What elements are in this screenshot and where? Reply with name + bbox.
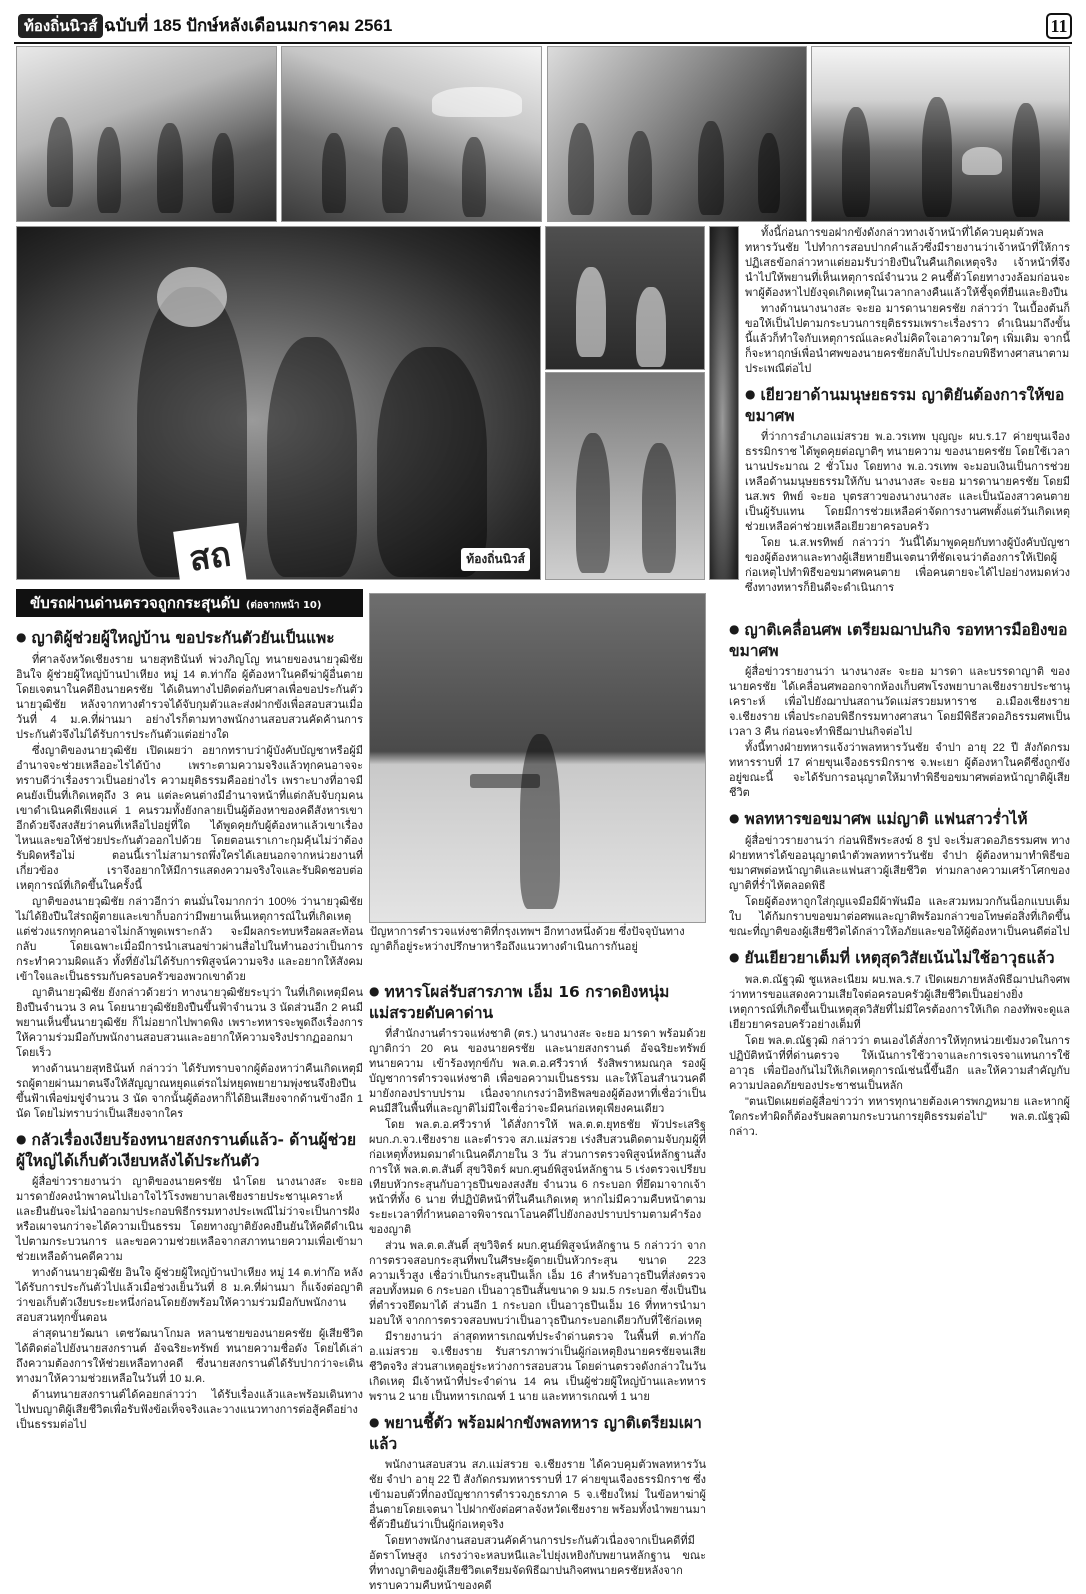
article-headline: ● ญาติเคลื่อนศพ เตรียมฌาปนกิจ รอทหารมือยิงขอขมาศพ [729,620,1070,661]
article-headline: ● พยานชี้ตัว พร้อมฝากขังพลทหาร ญาติเตรียมเผาแล้ว [369,1413,706,1454]
article-paragraph: ส่วน พล.ต.ต.สันติ์ สุขวิจิตร์ ผบก.ศูนย์พิสูจน์หลักฐาน 5 กล่าวว่า จากการตรวจสอบกระสุนที่พบในศีรษะผู้ตายเป็นหัวกระสุน ขนาด 223 ความเร็วสูง เชื่อว่าเป็นกระสุนปืนเล็ก เอ็ม 16 สำหรับอาวุธปืนที่ส่งตรวจสอบทั้งหมด 6 กระบอก เป็นอาวุธปืนสั้นขนาด 9 มม.5 กระบอก ซึ่งเป็นปืนที่ตำรวจยึดมาได้ ส่วนอีก 1 กระบอก เป็นอาวุธปืนเอ็ม 16 ที่ทหารนำมามอบให้ จากการตรวจสอบพบว่าเป็นอาวุธปืนกระบอกเดียวกับที่ใช้ก่อเหตุ [369,1240,706,1327]
article-right-bottom [729,612,1070,1502]
article-paragraph: "ตนเปิดเผยต่อผู้สื่อข่าวว่า ทหารทุกนายต้องเคารพกฎหมาย และหากผู้ใดกระทำผิดก็ต้องรับผลตามกระบวนการยุติธรรมต่อไป" พล.ต.ณัฐวุฒิ กล่าว. [729,1096,1070,1138]
article-paragraph: โดย น.ส.พรทิพย์ กล่าวว่า วันนี้ได้มาพูดคุยกับทางผู้บังคับบัญชาของผู้ต้องหาและทางผู้เสียหายยืนเจตนาที่ชัดเจนว่าต้องการให้เปิดผู้ก่อเหตุไปทำพิธีขอขมาศพคนตาย เพื่อคนตายจะได้ไปอย่างหมดห่วง ซึ่งทางทหารก็ยินดีจะดำเนินการ [745,537,1070,594]
photo-temple-crowd [281,46,542,222]
photo-watermark: ท้องถิ่นนิวส์ [461,548,530,571]
vest-lettering: สถ [173,523,247,592]
photo-monks-procession [16,46,277,222]
gun-photo-caption: ปัญหาการตำรวจแห่งชาติที่กรุงเทพฯ อีกทางหนึ่งด้วย ซึ่งปัจจุบันทางญาติก็อยู่ระหว่างปรึกษาหารือถึงแนวทางดำเนินการกันอยู่ [370,926,685,953]
article-paragraph: พล.ต.ณัฐวุฒิ ชูแหละเนียม ผบ.พล.ร.7 เปิดเผยภายหลังพิธีฌาปนกิจศพ ว่าทหารขอแสดงความเสียใจต่อครอบครัวผู้เสียชีวิตเป็นอย่างยิ่ง เหตุการณ์ที่เกิดขึ้นเป็นเหตุสุดวิสัยที่ไม่มีใครต้องการให้เกิด กองทัพจะดูแลเยียวยาครอบครัวอย่างเต็มที่ [729,974,1070,1031]
article-paragraph: ด้านทนายสงกรานต์ได้คอยกล่าวว่า ได้รับเรื่องแล้วและพร้อมเดินทางไปพบญาติผู้เสียชีวิตเพื่อรับฟังข้อเท็จจริงและวางแนวทางการต่อสู้คดีอย่างเป็นธรรมต่อไป [16,1389,363,1431]
article-paragraph: พนักงานสอบสวน สภ.แม่สรวย จ.เชียงราย ได้ควบคุมตัวพลทหารวันชัย จำปา อายุ 22 ปี สังกัดกรมทหารราบที่ 17 ค่ายขุนเจืองธรรมิกราช ซึ่งเข้ามอบตัวที่กองบัญชาการตำรวจภูธรภาค 5 จ.เชียงใหม่ ในข้อหาฆ่าผู้อื่นตายโดยเจตนา ไปฝากขังต่อศาลจังหวัดเชียงราย พร้อมทั้งนำพยานมาชี้ตัวยืนยันว่าเป็นผู้ก่อเหตุจริง [369,1459,706,1531]
issue-line: ฉบับที่ 185 ปักษ์หลังเดือนมกราคม 2561 [104,16,393,35]
article-paragraph: ทางด้านนายสุทธินันท์ กล่าวว่า ได้รับทราบจากผู้ต้องหาว่าคืนเกิดเหตุมีรถผู้ตายผ่านมาตนจึงให้สัญญาณหยุดแต่รถไม่หยุดพยายามพุ่งชนจึงยิงปืนขึ้นฟ้าเพื่อข่มขู่จำนวน 3 นัด จากนั้นผู้ต้องหาก็ได้ยินเสียงจากด้านข้างอีก 1 นัด โดยไม่ทราบว่าเป็นเสียงจากใคร [16,1063,363,1120]
article-paragraph: โดยผู้ต้องหาถูกใส่กุญแจมือมีผ้าพันมือ และสวมหมวกกันน็อกแบบเต็มใบ ได้ก้มกราบขอขมาต่อศพและญาติพร้อมกล่าวขอโทษต่อสิ่งที่เกิดขึ้น ขณะที่ญาติของผู้เสียชีวิตได้กล่าวให้อภัยและขอให้ผู้ต้องหาเป็นคนดีต่อไป [729,896,1070,938]
article-headline: ● พลทหารขอขมาศพ แม่ญาติ แฟนสาวร่ำไห้ [729,809,1070,830]
article-paragraph: ทางด้านนายวุฒิชัย อินใจ ผู้ช่วยผู้ใหญ่บ้านป่าเหียง หมู่ 14 ต.ท่าก๊อ หลังได้รับการประกันตัวไปแล้วเมื่อช่วงเย็นวันที่ 8 ม.ค.ที่ผ่านมา ก็แจ้งต่อญาติว่าขอเก็บตัวเงียบระยะหนึ่งก่อนโดยยังพร้อมให้ความร่วมมือกับพนักงานสอบสวนทุกขั้นตอน [16,1267,363,1324]
article-headline: ● ทหารโผล่รับสารภาพ เอ็ม 16 กราดยิงหนุ่มแม่สรวยดับคาด่าน [369,982,706,1023]
section-banner [16,589,363,617]
banner-title: ขับรถผ่านด่านตรวจถูกกระสุนดับ [30,594,240,612]
article-paragraph: ผู้สื่อข่าวรายงานว่า ญาติของนายครชัย นำโดย นางนางสะ จะยอ มารดายังคงนำพาคนไปเอาใจไว้โรงพยาบาลเชียงรายประชานุเคราะห์ และยืนยันจะไม่นำออกมาประกอบพิธีกรรมทางประเพณีไม่ว่าจะเป็นการฝังหรือเผาจนกว่าจะได้ความเป็นธรรม โดยทางญาติยังคงยืนยันให้คดีดำเนินไปตามกระบวนการ และขอความช่วยเหลือจากสภาทนายความเพื่อเข้ามาช่วยเหลือด้านคดีความ [16,1176,363,1263]
article-left-column [16,620,363,1502]
article-paragraph: ทางด้านนางนางสะ จะยอ มารดานายครชัย กล่าวว่า ในเบื้องต้นก็ขอให้เป็นไปตามกระบวนการยุติธรรมเพราะเรื่องราว ดำเนินมาถึงขั้นนี้แล้วก็ทำใจกับเหตุการณ์และคงไม่คิดใจเอาความใดๆ เพิ่มเติม จากนี้ก็จะหาฤกษ์เพื่อนำศพของนายครชัยกลับไปประกอบพิธีทางศาสนาตามประเพณีต่อไป [745,303,1070,375]
article-paragraph: ทั้งนี้ทางฝ่ายทหารแจ้งว่าพลทหารวันชัย จำปา อายุ 22 ปี สังกัดกรมทหารราบที่ 17 ค่ายขุนเจืองธรรมิกราช จ.พะเยา ผู้ต้องหาในคดีซึ่งถูกขังอยู่ขณะนี้ จะได้รับการอนุญาตให้มาทำพิธีขอขมาศพต่อหน้าญาติผู้เสียชีวิต [729,742,1070,799]
article-paragraph: โดย พล.ต.ณัฐวุฒิ กล่าวว่า ตนเองได้สั่งการให้ทุกหน่วยเข้มงวดในการปฏิบัติหน้าที่ที่ด่านตรวจ ให้เน้นการใช้วาจาและการเจรจาแทนการใช้อาวุธ เพื่อป้องกันไม่ให้เกิดเหตุการณ์เช่นนี้ขึ้นอีก และให้ความสำคัญกับความปลอดภัยของประชาชนเป็นหลัก [729,1035,1070,1092]
photo-funeral-wreaths [545,372,705,580]
photo-monks-soldiers [547,46,807,222]
article-headline: ● ยันเยียวยาเต็มที่ เหตุสุดวิสัยเน้นไม่ใช้อาวุธแล้ว [729,948,1070,969]
article-headline: ● เยียวยาด้านมนุษยธรรม ญาติยันต้องการให้ขอขมาศพ [745,385,1070,426]
article-middle-column [369,974,706,1592]
newspaper-logo: ท้องถิ่นนิวส์ [18,14,103,38]
article-paragraph: ผู้สื่อข่าวรายงานว่า ก่อนพิธีพระสงฆ์ 8 รูป จะเริ่มสวดอภิธรรมศพ ทางฝ่ายทหารได้ขออนุญาตนำตัวพลทหารวันชัย จำปา ผู้ต้องหามาทำพิธีขอขมาศพต่อหน้าญาติและแฟนสาวผู้เสียชีวิต ท่ามกลางความเศร้าโศกของญาติที่ร่ำไห้ตลอดพิธี [729,835,1070,892]
article-paragraph: โดยทางพนักงานสอบสวนคัดค้านการประกันตัวเนื่องจากเป็นคดีที่มีอัตราโทษสูง เกรงว่าจะหลบหนีและไปยุ่งเหยิงกับพยานหลักฐาน ขณะที่ทางญาติของผู้เสียชีวิตเตรียมจัดพิธีฌาปนกิจศพนายครชัยหลังจากทราบความคืบหน้าของคดี [369,1535,706,1592]
article-headline: ● กลัวเรื่องเงียบร้องทนายสงกรานต์แล้ว- ด้านผู้ช่วยผู้ใหญ่ได้เก็บตัวเงียบหลังได้ประกันตัว [16,1130,363,1171]
masthead [14,10,1072,44]
article-paragraph: มีรายงานว่า ล่าสุดทหารเกณฑ์ประจำด่านตรวจ ในพื้นที่ ต.ท่าก๊อ อ.แม่สรวย จ.เชียงราย รับสารภาพว่าเป็นผู้ก่อเหตุยิงนายครชัยจนเสียชีวิตจริง ส่วนสาเหตุอยู่ระหว่างการสอบสวน โดยด่านตรวจดังกล่าวในวันเกิดเหตุ มีเจ้าหน้าที่ประจำด่าน 14 คน เป็นผู้ช่วยผู้ใหญ่บ้านและทหารพราน 2 นาย เป็นทหารเกณฑ์ 1 นาย และทหารเกณฑ์ 1 นาย [369,1331,706,1403]
article-paragraph: ที่สำนักงานตำรวจแห่งชาติ (ตร.) นางนางสะ จะยอ มารดา พร้อมด้วยญาติกว่า 20 คน ของนายครชัย และนายสงกรานต์ อัจฉริยะทรัพย์ ทนายความ เข้าร้องทุกข์กับ พล.ต.อ.ศรีวราห์ รังสิพราหมณกุล รองผู้บัญชาการตำรวจแห่งชาติ เพื่อขอความเป็นธรรม และให้โอนสำนวนคดีมายังกองปราบปราม เนื่องจากเกรงว่าอิทธิพลของผู้ต้องหาที่เชื่อว่าเป็นคนมีสีในพื้นที่และญาติไม่มีใจเชื่อว่าจะมีคนก่อเหตุเพียงคนเดียว [369,1028,706,1115]
article-paragraph: ซึ่งญาติของนายวุฒิชัย เปิดเผยว่า อยากทราบว่าผู้บังคับบัญชาหรือผู้มีอำนาจจะช่วยเหลืออะไรได้บ้าง เพราะตามความจริงแล้วทุกคนอาจจะทราบดีว่าเรื่องราวเป็นอย่างไร ความยุติธรรมคืออย่างไร เพราะบางที่อาจมีคนยังเป็นที่เกิดเหตุถึง 3 คน แต่ละคนต่างมีอำนาจหน้าที่แต่กลับจับกุมคนเขาดำเนินคดีเพียงแค่ 1 คนรวมทั้งยังกลายเป็นผู้ต้องหาของคดีสังหารเขาอีกด้วยจึงสงสัยว่าคนที่เหลือไปอยู่ที่ใด ได้พูดคุยกับผู้ต้องหาแล้วเขาเรื่องไหนและขอให้ช่วยประกันตัวออกไปด้วย โดยตอนเราเกาะกุมคุ้นไม่ว่าต้องรับผิดหรือไม่ ตอนนี้เราไม่สามารถพึ่งใครได้เลยนอกจากหน่วยงานที่เกี่ยวข้อง เราจึงอยากให้มีการแสดงความจริงใจและรับผิดชอบต่อเหตุการณ์ที่เกิดขึ้นในครั้งนี้ [16,745,363,892]
photo-suspect-kneeling [545,226,705,370]
article-paragraph: ล่าสุดนายวัฒนา เตชวัฒนาโกมล หลานชายของนายครชัย ผู้เสียชีวิต ได้ติดต่อไปยังนายสงกรานต์ อัจฉริยะทรัพย์ ทนายความชื่อดัง โดยได้เล่าถึงความต้องการให้ช่วยเหลือทางคดี ซึ่งนายสงกรานต์ได้รับปากว่าจะเดินทางมาให้ความช่วยเหลือในวันที่ 10 ม.ค. [16,1328,363,1385]
article-paragraph: ทั้งนี้ก่อนการขอฝากขังดังกล่าวทางเจ้าหน้าที่ได้ควบคุมตัวพลทหารวันชัย ไปทำการสอบปากคำแล้วซึ่งมีรายงานว่าเจ้าหน้าที่ให้การปฏิเสธข้อกล่าวหาแต่ยอมรับว่ายิงปืนในคืนเกิดเหตุจริง เจ้าหน้าที่จึงนำไปให้พยานที่เห็นเหตุการณ์จำนวน 2 คนชี้ตัวโดยทางวงล้อมก่อนจะพาผู้ต้องหาไปยังจุดเกิดเหตุในเวลากลางคืนแล้วให้ชี้จุดที่ยืนและยิงปืน [745,227,1070,299]
article-paragraph: โดย พล.ต.อ.ศรีวราห์ ได้สั่งการให้ พล.ต.ต.ยุทธชัย พัวประเสริฐ ผบก.ภ.จว.เชียงราย และตำรวจ สภ.แม่สรวย เร่งสืบสวนติดตามจับกุมผู้ที่ก่อเหตุทั้งหมดมาดำเนินคดีภายใน 3 วัน ส่วนการตรวจพิสูจน์หลักฐานสั่งการให้ พล.ต.ต.สันติ์ สุขวิจิตร์ ผบก.ศูนย์พิสูจน์หลักฐาน 5 เร่งตรวจเปรียบเทียบหัวกระสุนกับอาวุธปืนของสงสัย จำนวน 6 กระบอก ที่ยึดมาจากเจ้าหน้าที่ทั้ง 6 นาย ที่ปฏิบัติหน้าที่ในคืนเกิดเหตุ หากไม่มีความคืบหน้าตามระยะเวลาที่กำหนดอาจพิจารณาโอนคดีไปยังกองปราบปรามตามคำร้องของญาติ [369,1119,706,1236]
page-number: 11 [1046,13,1072,39]
photo-officers-document [811,46,1070,222]
article-paragraph: ญาตินายวุฒิชัย ยังกล่าวด้วยว่า ทางนายวุฒิชัยระบุว่า ในที่เกิดเหตุมีคนยิงปืนจำนวน 3 คน โดยนายวุฒิชัยยิงปืนขึ้นฟ้าจำนวน 3 นัดส่วนอีก 2 คนมีพยานเห็นขึ้นนายวุฒิชัย ก็ไม่อยากไปพาดพิง เพราะทหารจะพูดถึงเรื่องการให้ความร่วมมือกับพนักงานสอบสวนและอยากให้ความจริงปรากฏออกมาโดยเร็ว [16,987,363,1059]
article-headline: ● ญาติผู้ช่วยผู้ใหญ่บ้าน ขอประกันตัวยันเป็นแพะ [16,628,363,649]
photo-gun-reenactment [369,593,706,923]
article-paragraph: ญาติของนายวุฒิชัย กล่าวอีกว่า ตนมั่นใจมากกว่า 100% ว่านายวุฒิชัยไม่ได้ยิงปืนใส่รถผู้ตายและเขาก็บอกว่ามีพยานเห็นเหตุการณ์ในที่เกิดเหตุแต่ช่วงแรกทุกคนอาจไม่กล้าพูดเพราะกลัว จะมีผลกระทบหรือผลสะท้อนกลับ โดยเฉพาะเมื่อมีการนำเสนอข่าวผ่านสื่อไปในทำนองว่าเป็นการกระทำความผิดแล้ว ทั้งที่ยังไม่ได้รับการพิสูจน์ความจริง และอยากให้สังคมเข้าใจและเป็นธรรมกับครอบครัวของพวกเขาด้วย [16,896,363,983]
article-right-top [745,226,1070,594]
photo-escorted-suspect [16,226,541,580]
article-paragraph: ผู้สื่อข่าวรายงานว่า นางนางสะ จะยอ มารดา และบรรดาญาติ ของนายครชัย ได้เคลื่อนศพออกจากห้องเก็บศพโรงพยาบาลเชียงรายประชานุเคราะห์ เพื่อไปยังฌาปนสถานวัดแม่สรวยมหาราช อ.เมืองเชียงราย จ.เชียงราย เพื่อประกอบพิธีกรรมทางศาสนา โดยมีพิธีสวดอภิธรรมศพเป็นเวลา 3 คืน ก่อนจะทำพิธีฌาปนกิจต่อไป [729,666,1070,738]
photo-soldiers-officials [709,226,739,580]
article-paragraph: ที่ว่าการอำเภอแม่สรวย พ.อ.วรเทพ บุญญะ ผบ.ร.17 ค่ายขุนเจืองธรรมิกราช ได้พูดคุยต่อญาติๆ ทนายความ ของนายครชัย โดยใช้เวลานานประมาณ 2 ชั่วโมง โดยทาง พ.อ.วรเทพ จะมอบเงินเป็นการช่วยเหลือด้านมนุษยธรรมให้กับ นางนางสะ จะยอ มารดานายครชัย โดยมี นส.พร ทิพย์ จะยอ บุตรสาวของนางนางสะ และเป็นน้องสาวคนตาย เป็นผู้รับแทน โดยมีการช่วยเหลือค่าจัดการงานศพตั้งแต่วันเกิดเหตุ ช่วยเหลือค่าช่วยเหลือเยียวยาครอบครัว [745,431,1070,533]
article-paragraph: ที่ศาลจังหวัดเชียงราย นายสุทธินันท์ พ่วงภิญโญ ทนายของนายวุฒิชัย อินใจ ผู้ช่วยผู้ใหญ่บ้านป่าเหียง หมู่ 14 ต.ท่าก๊อ ผู้ต้องหาในคดีฆ่าผู้อื่นตายโดยเจตนาในคดียิงนายครชัย ได้เดินทางไปติดต่อกับศาลเพื่อขอประกันตัวนายวุฒิชัย หลังจากทางตำรวจได้จับกุมตัวและส่งฝากขังเพื่อสอบสวนเมื่อวันที่ 4 ม.ค.ที่ผ่านมา อย่างไรก็ตามทางพนักงานสอบสวนคัดค้านการประกันตัวจึงไม่ได้รับการประกันตัวแต่อย่างใด [16,654,363,741]
banner-continued: (ต่อจากหน้า 10) [245,600,322,611]
